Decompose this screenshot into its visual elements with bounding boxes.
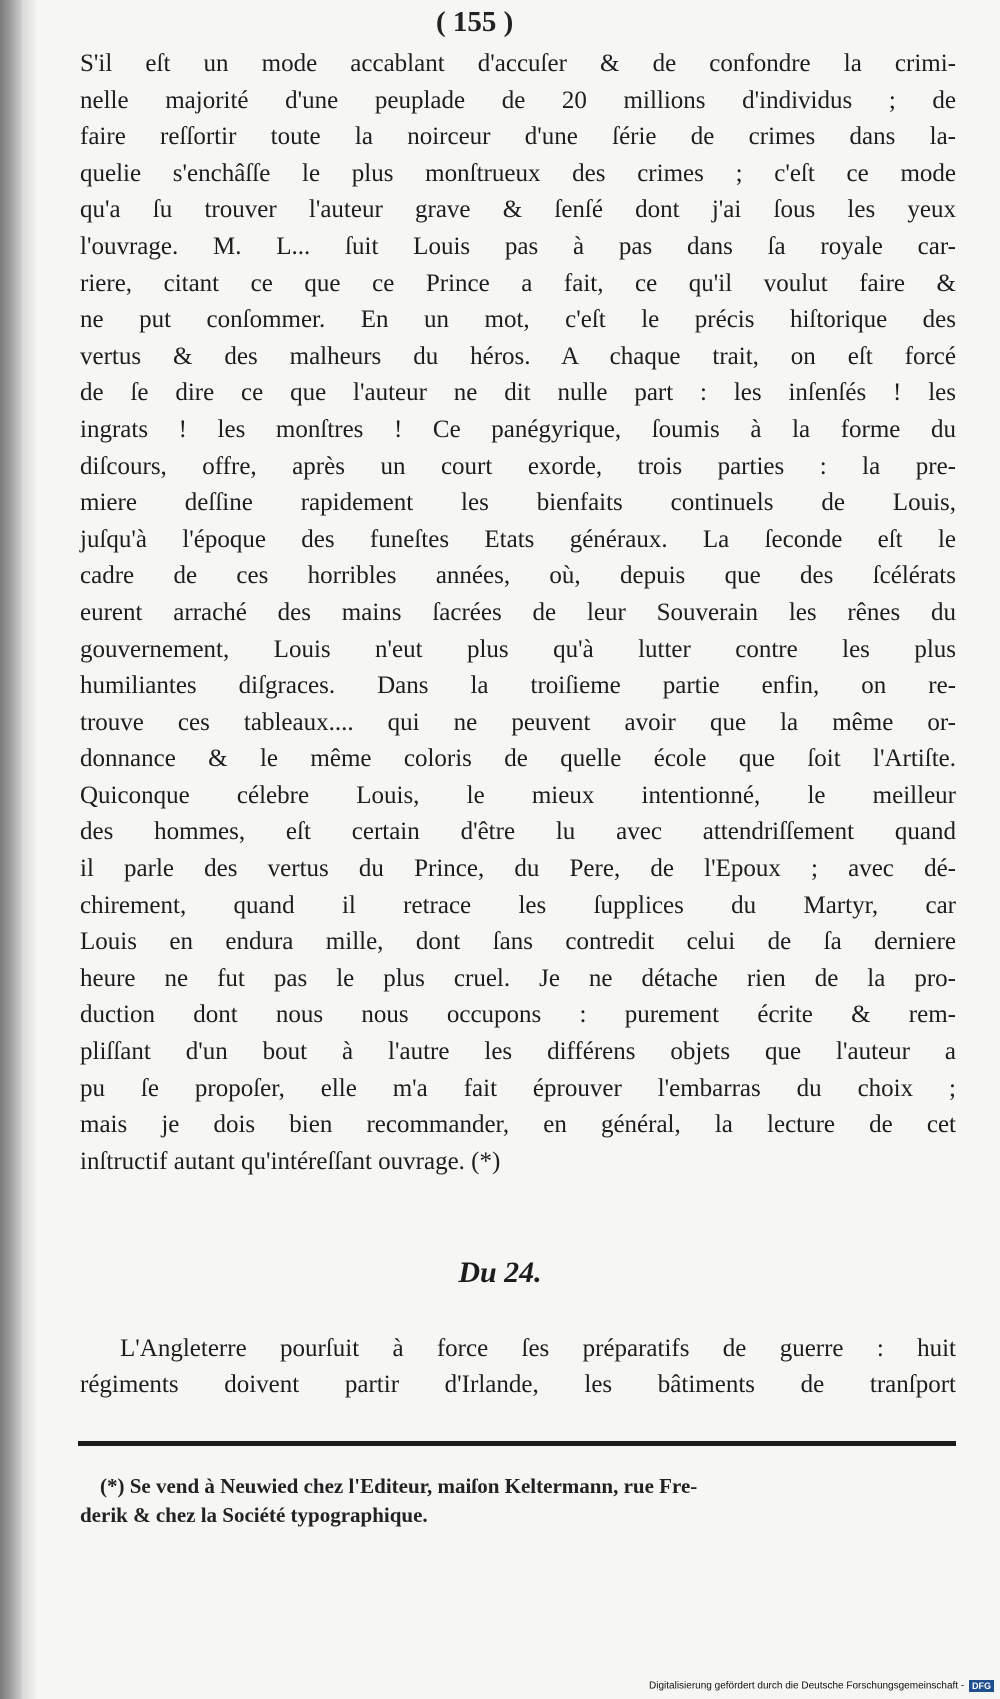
text-line: de ſe dire ce que l'auteur ne dit nulle part : les inſenſés ! les bbox=[80, 379, 956, 407]
text-line: Louis en endura mille, dont ſans contredit celui de ſa derniere bbox=[80, 928, 956, 956]
text-line: l'ouvrage. M. L... ſuit Louis pas à pas dans ſa royale car- bbox=[80, 232, 956, 260]
text-line: donnance & le même coloris de quelle école que ſoit l'Artiſte. bbox=[80, 745, 956, 773]
text-line: Quiconque célebre Louis, le mieux intentionné, le meilleur bbox=[80, 781, 956, 809]
page-number: ( 155 ) bbox=[436, 6, 514, 38]
text-line: pliſſant d'un bout à l'autre les différens objets que l'auteur a bbox=[80, 1038, 956, 1066]
text-line: inſtructif autant qu'intéreſſant ouvrage. (*) bbox=[80, 1147, 501, 1175]
text-line: ingrats ! les monſtres ! Ce panégyrique, ſoumis à la forme du bbox=[80, 415, 956, 443]
text-line: duction dont nous nous occupons : purement écrite & rem- bbox=[80, 1001, 956, 1029]
section-heading: Du 24. bbox=[458, 1256, 542, 1289]
text-line: ne put conſommer. En un mot, c'eſt le précis hiſtorique des bbox=[80, 306, 956, 334]
text-line: L'Angleterre pourſuit à force ſes préparatifs de guerre : huit bbox=[120, 1335, 956, 1362]
footnote bbox=[80, 1472, 956, 1530]
footnote-rule bbox=[78, 1441, 956, 1446]
text-line: riere, citant ce que ce Prince a fait, ce qu'il voulut faire & bbox=[80, 269, 956, 297]
footnote-line: (*) Se vend à Neuwied chez l'Editeur, maiſon Keltermann, rue Fre- bbox=[100, 1474, 698, 1498]
text-line: quelie s'enchâſſe le plus monſtrueux des crimes ; c'eſt ce mode bbox=[80, 159, 956, 187]
text-line: qu'a ſu trouver l'auteur grave & ſenſé dont j'ai ſous les yeux bbox=[80, 196, 956, 224]
footnote-line: derik & chez la Société typographique. bbox=[80, 1503, 428, 1527]
text-line: eurent arraché des mains ſacrées de leur Souverain les rênes du bbox=[80, 598, 956, 626]
text-line: des hommes, eſt certain d'être lu avec attendriſſement quand bbox=[80, 818, 956, 846]
text-line: humiliantes diſgraces. Dans la troiſieme partie enfin, on re- bbox=[80, 672, 956, 700]
main-paragraph bbox=[80, 46, 956, 1180]
text-line: pu ſe propoſer, elle m'a fait éprouver l'embarras du choix ; bbox=[80, 1074, 956, 1102]
credit-text: Digitalisierung gefördert durch die Deutsche Forschungsgemeinschaft - bbox=[649, 1680, 965, 1692]
text-line: trouve ces tableaux.... qui ne peuvent avoir que la même or- bbox=[80, 708, 956, 736]
gutter-shadow bbox=[22, 0, 38, 1699]
text-line: mais je dois bien recommander, en général, la lecture de cet bbox=[80, 1111, 956, 1139]
book-spine-edge bbox=[0, 0, 22, 1699]
second-paragraph bbox=[80, 1331, 956, 1403]
text-line: S'il eſt un mode accablant d'accuſer & de confondre la crimi- bbox=[80, 50, 956, 77]
text-line: faire reſſortir toute la noirceur d'une ſérie de crimes dans la- bbox=[80, 123, 956, 151]
text-line: gouvernement, Louis n'eut plus qu'à lutter contre les plus bbox=[80, 635, 956, 663]
text-line: il parle des vertus du Prince, du Pere, de l'Epoux ; avec dé- bbox=[80, 855, 956, 883]
text-line: régiments doivent partir d'Irlande, les bâtiments de tranſport bbox=[80, 1371, 956, 1398]
text-line: vertus & des malheurs du héros. A chaque trait, on eſt forcé bbox=[80, 342, 956, 370]
text-line: chirement, quand il retrace les ſupplices du Martyr, car bbox=[80, 891, 956, 919]
text-line: nelle majorité d'une peuplade de 20 millions d'individus ; de bbox=[80, 86, 956, 114]
text-line: heure ne fut pas le plus cruel. Je ne détache rien de la pro- bbox=[80, 964, 956, 992]
text-line: diſcours, offre, après un court exorde, trois parties : la pre- bbox=[80, 452, 956, 480]
dfg-logo: DFG bbox=[969, 1680, 994, 1692]
text-line: cadre de ces horribles années, où, depuis que des ſcélérats bbox=[80, 562, 956, 590]
text-line: juſqu'à l'époque des funeſtes Etats généraux. La ſeconde eſt le bbox=[80, 525, 956, 553]
digitization-credit bbox=[649, 1680, 994, 1692]
text-line: miere deſſine rapidement les bienfaits continuels de Louis, bbox=[80, 489, 956, 517]
